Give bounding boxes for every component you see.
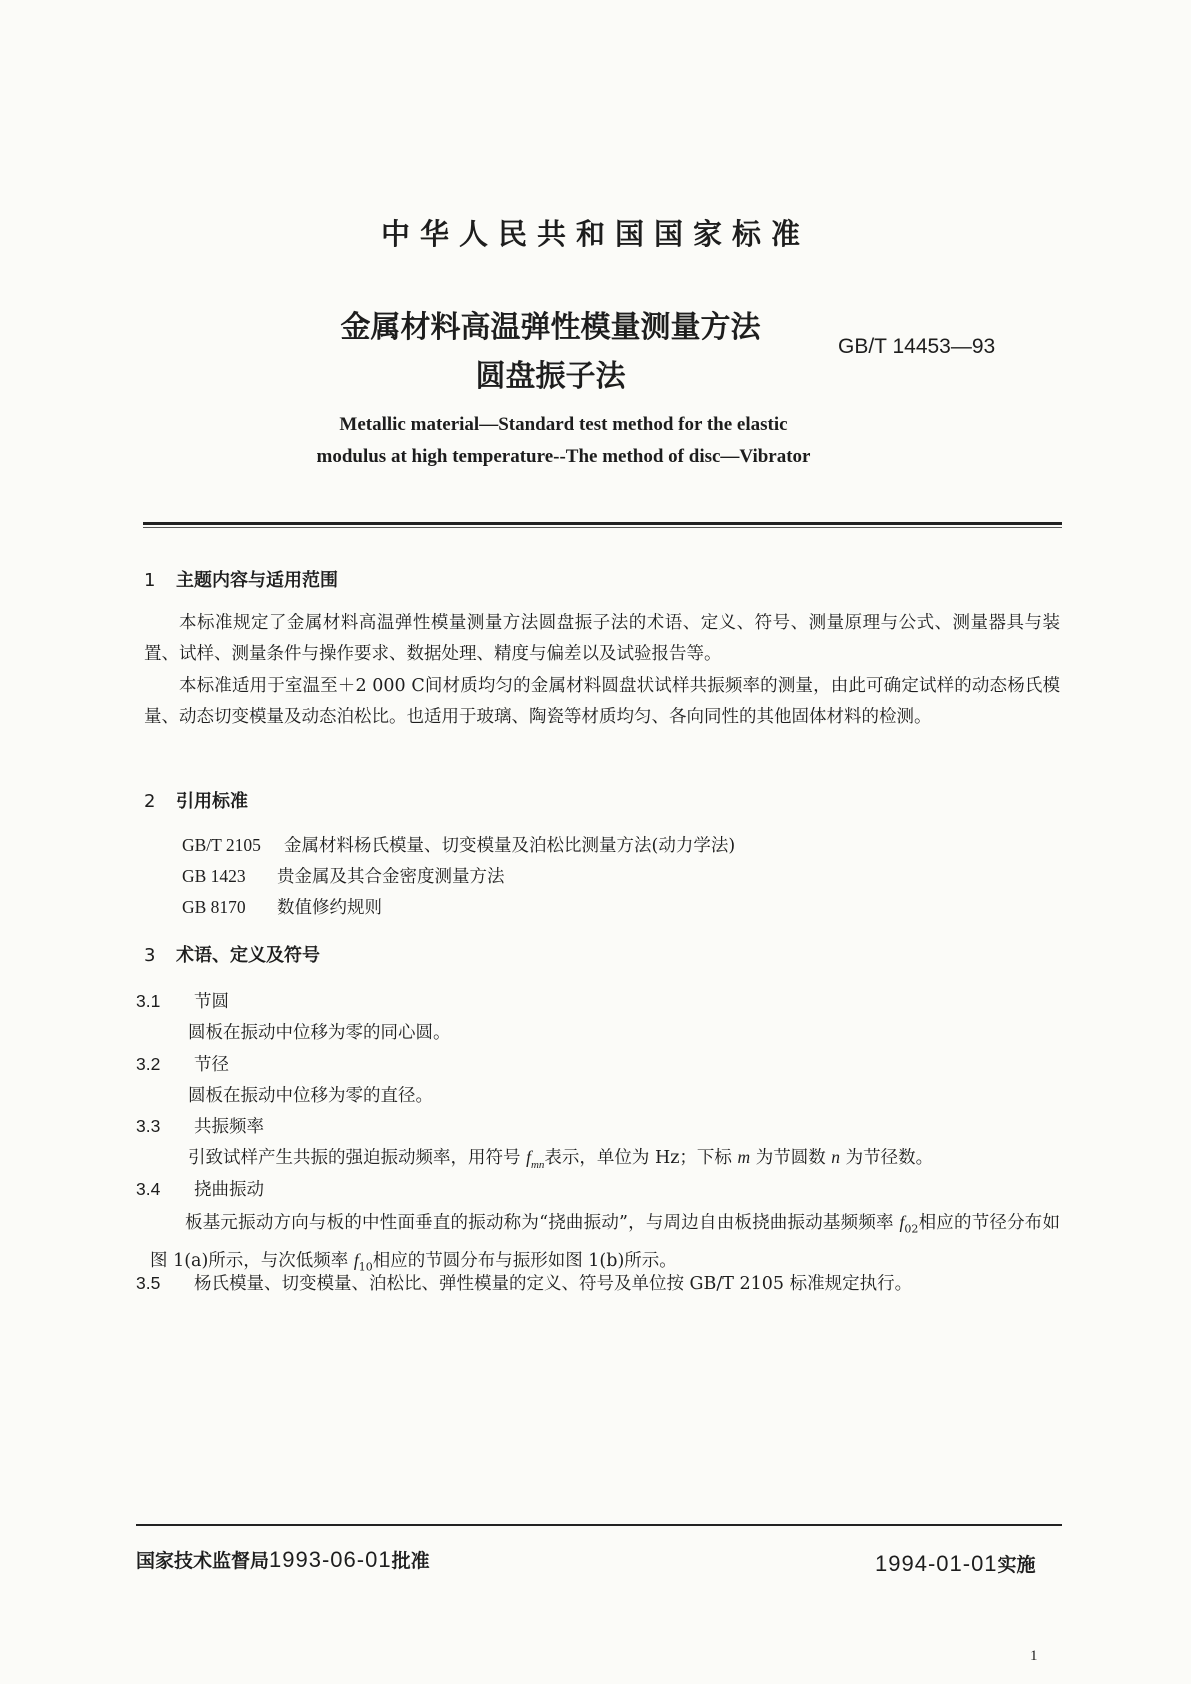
page-number: 1: [1030, 1648, 1038, 1664]
reference-item: [182, 832, 735, 857]
footer-rule: [136, 1524, 1062, 1526]
reference-item: [182, 863, 505, 888]
reference-item: [182, 894, 382, 919]
approval-line: [136, 1546, 430, 1573]
standard-number: GB/T 14453—93: [838, 335, 996, 358]
reference-code: GB/T 2105: [182, 835, 261, 855]
section-title: 引用标准: [176, 791, 248, 812]
title-en-line2: modulus at high temperature--The method of disc—Vibrator: [316, 446, 811, 467]
clause-3-4-term: 3.4 挠曲振动: [136, 1179, 264, 1200]
title-en-line1: Metallic material—Standard test method for the elastic: [339, 414, 788, 435]
section-3-heading: [144, 941, 320, 967]
section-1-paragraph-1: 本标准规定了金属材料高温弹性模量测量方法圆盘振子法的术语、定义、符号、测量原理与公式、测量器具与装置、试样、测量条件与操作要求、数据处理、精度与偏差以及试验报告等。: [144, 613, 1060, 664]
clause-3-4-definition: 板基元振动方向与板的中性面垂直的振动称为“挠曲振动”，与周边自由板挠曲振动基频频率 $f_{02}$相应的节径分布如图 1(a)所示，与次低频率 $f_{10}$相应的节圆分布与振形如图 1(b)所示。: [150, 1212, 1061, 1273]
header-rule: [143, 522, 1062, 525]
section-1-heading: [144, 566, 338, 592]
approval-date: 1993-06-01: [269, 1547, 392, 1572]
clause-3-1-definition: 圆板在振动中位移为零的同心圆。: [188, 1023, 451, 1043]
effective-line: [875, 1550, 1036, 1577]
reference-title: 数值修约规则: [277, 898, 382, 918]
title-cn-line1: 金属材料高温弹性模量测量方法: [340, 310, 761, 345]
clause-3-5: 3.5 杨氏模量、切变模量、泊松比、弹性模量的定义、符号及单位按 GB/T 2105 标准规定执行。: [136, 1273, 913, 1294]
clause-3-3-term: 3.3 共振频率: [136, 1116, 264, 1137]
section-number: 1: [144, 570, 156, 591]
clause-3-1-term: 3.1 节圆: [136, 991, 229, 1012]
reference-code: GB 1423: [182, 866, 246, 886]
header-rule-thin: [143, 527, 1062, 528]
section-2-heading: [144, 787, 248, 813]
title-cn-line2: 圆盘振子法: [475, 359, 626, 394]
clause-3-3-definition: 引致试样产生共振的强迫振动频率，用符号 $f_{mn}$表示，单位为 Hz；下标 m 为节圆数 n 为节径数。: [188, 1147, 934, 1171]
national-standard-heading: 中华人民共和国国家标准: [380, 217, 810, 251]
reference-title: 贵金属及其合金密度测量方法: [277, 867, 505, 887]
approval-suffix: 批准: [391, 1550, 430, 1572]
section-number: 3: [144, 945, 156, 966]
approving-authority: 国家技术监督局: [136, 1550, 270, 1572]
section-number: 2: [144, 791, 156, 812]
clause-3-2-term: 3.2 节径: [136, 1054, 229, 1075]
clause-3-2-definition: 圆板在振动中位移为零的直径。: [188, 1086, 433, 1106]
reference-code: GB 8170: [182, 897, 246, 917]
effective-date: 1994-01-01: [875, 1551, 998, 1576]
section-title: 主题内容与适用范围: [176, 570, 338, 591]
reference-title: 金属材料杨氏模量、切变模量及泊松比测量方法(动力学法): [284, 836, 736, 856]
section-title: 术语、定义及符号: [176, 945, 320, 966]
effective-suffix: 实施: [997, 1554, 1036, 1576]
section-1-paragraph-2: 本标准适用于室温至＋2 000 C间材质均匀的金属材料圆盘状试样共振频率的测量，由此可确定试样的动态杨氏模量、动态切变模量及动态泊松比。也适用于玻璃、陶瓷等材质均匀、各向同性的其他固体材料的检测。: [144, 676, 1060, 727]
